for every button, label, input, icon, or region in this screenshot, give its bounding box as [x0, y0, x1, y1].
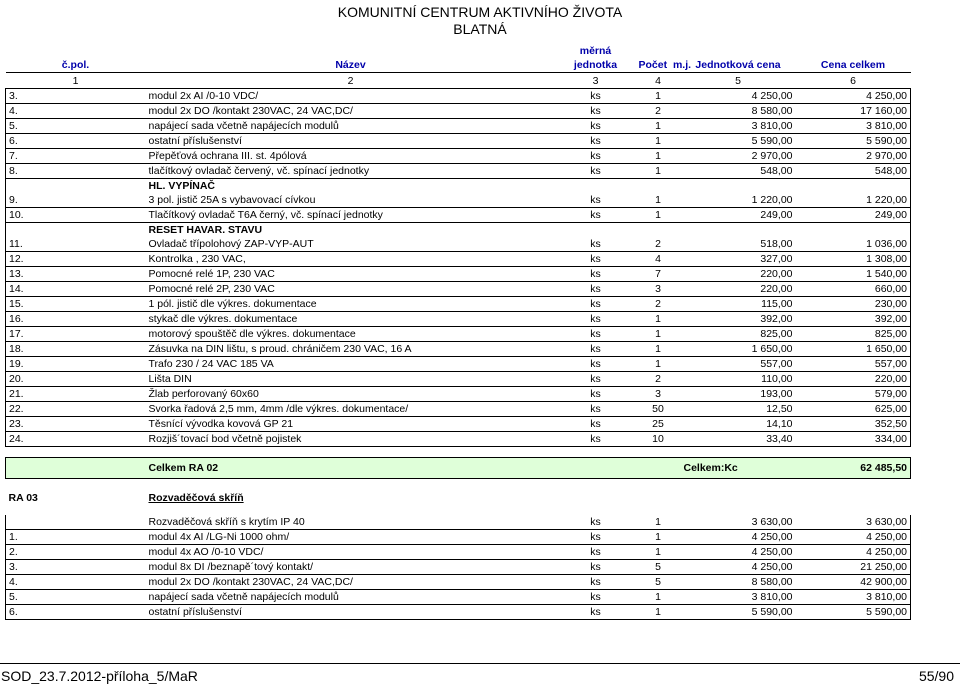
item-number: 5. [6, 590, 146, 605]
item-total-price: 220,00 [796, 372, 911, 387]
item-number: 23. [6, 417, 146, 432]
item-quantity: 1 [636, 164, 681, 179]
subtotal-currency-label: Celkem:Kc [681, 458, 796, 479]
item-unit-price: 4 250,00 [681, 545, 796, 560]
table-row [6, 560, 911, 575]
item-unit-price: 1 220,00 [681, 193, 796, 208]
table-row [6, 417, 911, 432]
item-name: Pomocné relé 2P, 230 VAC [146, 282, 556, 297]
item-quantity: 1 [636, 193, 681, 208]
subtotal-empty [6, 458, 146, 479]
item-name: 3 pol. jistič 25A s vybavovací cívkou [146, 193, 556, 208]
subtotal-value: 62 485,50 [796, 458, 911, 479]
table-row [6, 357, 911, 372]
item-unit: ks [556, 193, 636, 208]
col-cena-celkem: Cena celkem [820, 59, 886, 71]
item-total-price: 230,00 [796, 297, 911, 312]
subtotal-empty [636, 458, 681, 479]
item-name: Přepěťová ochrana III. st. 4pólová [146, 149, 556, 164]
item-quantity: 2 [636, 237, 681, 252]
item-number: 1. [6, 530, 146, 545]
item-unit-price: 5 590,00 [681, 134, 796, 149]
spacer-cell [6, 479, 146, 490]
item-name: stykač dle výkres. dokumentace [146, 312, 556, 327]
item-unit: ks [556, 530, 636, 545]
item-unit-price: 518,00 [681, 237, 796, 252]
item-total-price: 4 250,00 [796, 89, 911, 104]
item-number: 14. [6, 282, 146, 297]
item-quantity: 2 [636, 372, 681, 387]
item-quantity: 5 [636, 575, 681, 590]
spacer-cell [796, 505, 911, 515]
col-unit-line1: měrná [579, 45, 612, 57]
item-total-price: 2 970,00 [796, 149, 911, 164]
col-jedn-cena: Jednotková cena [695, 59, 781, 71]
item-unit-price: 3 630,00 [681, 515, 796, 530]
spacer-cell [636, 505, 681, 515]
item-number: 10. [6, 208, 146, 223]
item-total-price: 42 900,00 [796, 575, 911, 590]
col-unit-line2: jednotka [573, 59, 618, 71]
item-total-price: 249,00 [796, 208, 911, 223]
item-number [6, 515, 146, 530]
item-quantity: 1 [636, 530, 681, 545]
item-quantity: 1 [636, 590, 681, 605]
colnum-2: 2 [146, 73, 556, 89]
item-quantity: 1 [636, 312, 681, 327]
item-unit: ks [556, 252, 636, 267]
subheading-empty [6, 179, 146, 194]
item-number: 4. [6, 104, 146, 119]
item-name: modul 4x AO /0-10 VDC/ [146, 545, 556, 560]
section-empty [681, 489, 796, 505]
item-number: 22. [6, 402, 146, 417]
item-total-price: 660,00 [796, 282, 911, 297]
item-total-price: 3 810,00 [796, 590, 911, 605]
item-number: 2. [6, 545, 146, 560]
item-unit: ks [556, 134, 636, 149]
table-row [6, 342, 911, 357]
item-number: 18. [6, 342, 146, 357]
section-empty [636, 489, 681, 505]
col-pocet: Počet m.j. [638, 59, 692, 71]
table-row [6, 164, 911, 179]
item-name: Žlab perforovaný 60x60 [146, 387, 556, 402]
col-nazev: Název [335, 59, 366, 71]
item-total-price: 352,50 [796, 417, 911, 432]
item-number: 3. [6, 89, 146, 104]
spacer-cell [556, 479, 636, 490]
col-cpol: č.pol. [61, 59, 90, 71]
item-unit-price: 8 580,00 [681, 104, 796, 119]
item-unit: ks [556, 164, 636, 179]
table-row [6, 605, 911, 620]
item-total-price: 17 160,00 [796, 104, 911, 119]
subheading-empty [636, 179, 681, 194]
item-name: tlačítkový ovladač červený, vč. spínací jednotky [146, 164, 556, 179]
spacer-row [6, 447, 911, 458]
item-name: Tlačítkový ovladač T6A černý, vč. spínací jednotky [146, 208, 556, 223]
item-unit-price: 3 810,00 [681, 119, 796, 134]
spacer-cell [796, 479, 911, 490]
table-row [6, 432, 911, 447]
table-row [6, 530, 911, 545]
item-unit: ks [556, 560, 636, 575]
table-row [6, 545, 911, 560]
item-unit-price: 115,00 [681, 297, 796, 312]
table-row [6, 515, 911, 530]
item-number: 3. [6, 560, 146, 575]
item-total-price: 1 650,00 [796, 342, 911, 357]
table-row [6, 89, 911, 104]
spacer-row [6, 479, 911, 490]
item-unit-price: 548,00 [681, 164, 796, 179]
item-name: Kontrolka , 230 VAC, [146, 252, 556, 267]
subheading-empty [556, 179, 636, 194]
item-unit: ks [556, 327, 636, 342]
item-number: 8. [6, 164, 146, 179]
item-total-price: 5 590,00 [796, 134, 911, 149]
item-total-price: 825,00 [796, 327, 911, 342]
item-unit: ks [556, 312, 636, 327]
item-number: 16. [6, 312, 146, 327]
item-unit-price: 249,00 [681, 208, 796, 223]
table-row [6, 312, 911, 327]
item-total-price: 548,00 [796, 164, 911, 179]
item-number: 6. [6, 134, 146, 149]
item-unit: ks [556, 342, 636, 357]
item-name: napájecí sada včetně napájecích modulů [146, 590, 556, 605]
item-unit-price: 1 650,00 [681, 342, 796, 357]
header-row-1 [6, 44, 911, 58]
subheading-empty [6, 223, 146, 238]
item-unit: ks [556, 282, 636, 297]
spacer-cell [636, 447, 681, 458]
table-row [6, 149, 911, 164]
item-total-price: 392,00 [796, 312, 911, 327]
spacer-cell [681, 505, 796, 515]
item-name: Zásuvka na DIN lištu, s proud. chráničem 230 VAC, 16 A [146, 342, 556, 357]
table-row [6, 402, 911, 417]
item-unit-price: 4 250,00 [681, 530, 796, 545]
item-name: modul 2x AI /0-10 VDC/ [146, 89, 556, 104]
item-unit: ks [556, 605, 636, 620]
footer-page-number: 55/90 [918, 668, 954, 684]
item-quantity: 1 [636, 357, 681, 372]
colnum-4: 4 [636, 73, 681, 89]
item-quantity: 2 [636, 297, 681, 312]
item-number: 6. [6, 605, 146, 620]
table-row [6, 237, 911, 252]
item-quantity: 1 [636, 605, 681, 620]
table-row [6, 252, 911, 267]
item-unit-price: 327,00 [681, 252, 796, 267]
item-unit-price: 392,00 [681, 312, 796, 327]
item-quantity: 1 [636, 119, 681, 134]
header-row-2 [6, 58, 911, 73]
subheading-label: RESET HAVAR. STAVU [148, 224, 263, 236]
item-name: modul 4x AI /LG-Ni 1000 ohm/ [146, 530, 556, 545]
subheading-row [6, 223, 911, 238]
item-unit-price: 12,50 [681, 402, 796, 417]
item-unit-price: 557,00 [681, 357, 796, 372]
subheading-empty [681, 179, 796, 194]
item-name: Trafo 230 / 24 VAC 185 VA [146, 357, 556, 372]
item-number: 24. [6, 432, 146, 447]
colnum-3: 3 [556, 73, 636, 89]
item-name: modul 2x DO /kontakt 230VAC, 24 VAC,DC/ [146, 575, 556, 590]
item-quantity: 50 [636, 402, 681, 417]
item-number: 13. [6, 267, 146, 282]
item-quantity: 7 [636, 267, 681, 282]
spacer-cell [146, 479, 556, 490]
spacer-cell [6, 447, 146, 458]
item-number: 7. [6, 149, 146, 164]
subtotal-label: Celkem RA 02 [146, 458, 556, 479]
item-unit: ks [556, 297, 636, 312]
subheading-empty [681, 223, 796, 238]
item-number: 4. [6, 575, 146, 590]
item-name: Rozvaděčová skříň s krytím IP 40 [146, 515, 556, 530]
item-number: 15. [6, 297, 146, 312]
subheading-empty [796, 179, 911, 194]
spacer-cell [556, 505, 636, 515]
footer-divider [0, 663, 960, 664]
item-quantity: 1 [636, 327, 681, 342]
section-title: Rozvaděčová skříň [148, 492, 244, 504]
table-row [6, 267, 911, 282]
subheading-empty [556, 223, 636, 238]
item-name: 1 pól. jistič dle výkres. dokumentace [146, 297, 556, 312]
spacer-cell [146, 447, 556, 458]
table-row [6, 372, 911, 387]
item-total-price: 579,00 [796, 387, 911, 402]
footer-doc-id: SOD_23.7.2012-příloha_5/MaR [1, 668, 198, 684]
item-name: Ovladač třípolohový ZAP-VYP-AUT [146, 237, 556, 252]
column-number-row [6, 73, 911, 89]
item-unit: ks [556, 237, 636, 252]
subheading-label: HL. VYPÍNAČ [148, 180, 216, 192]
section-empty [796, 489, 911, 505]
item-quantity: 1 [636, 545, 681, 560]
item-total-price: 4 250,00 [796, 545, 911, 560]
item-number: 11. [6, 237, 146, 252]
section-header-row [6, 489, 911, 505]
item-name: motorový spouštěč dle výkres. dokumentace [146, 327, 556, 342]
item-number: 21. [6, 387, 146, 402]
item-quantity: 3 [636, 387, 681, 402]
colnum-1: 1 [6, 73, 146, 89]
item-unit-price: 3 810,00 [681, 590, 796, 605]
item-unit: ks [556, 417, 636, 432]
item-quantity: 1 [636, 134, 681, 149]
item-unit-price: 4 250,00 [681, 560, 796, 575]
org-title: KOMUNITNÍ CENTRUM AKTIVNÍHO ŽIVOTA [337, 4, 623, 20]
price-table [5, 44, 911, 620]
item-total-price: 3 630,00 [796, 515, 911, 530]
item-quantity: 25 [636, 417, 681, 432]
item-quantity: 4 [636, 252, 681, 267]
spacer-cell [556, 447, 636, 458]
item-unit: ks [556, 590, 636, 605]
item-quantity: 1 [636, 208, 681, 223]
item-unit-price: 14,10 [681, 417, 796, 432]
item-unit: ks [556, 149, 636, 164]
item-unit-price: 220,00 [681, 267, 796, 282]
item-name: Těsnící vývodka kovová GP 21 [146, 417, 556, 432]
item-unit: ks [556, 387, 636, 402]
item-name: Rozjiš´tovací bod včetně pojistek [146, 432, 556, 447]
item-name: modul 2x DO /kontakt 230VAC, 24 VAC,DC/ [146, 104, 556, 119]
spacer-cell [681, 447, 796, 458]
item-unit: ks [556, 515, 636, 530]
item-unit: ks [556, 432, 636, 447]
item-number: 9. [6, 193, 146, 208]
item-unit: ks [556, 402, 636, 417]
org-subtitle: BLATNÁ [453, 21, 507, 37]
table-row [6, 297, 911, 312]
item-quantity: 1 [636, 149, 681, 164]
item-unit-price: 5 590,00 [681, 605, 796, 620]
item-quantity: 3 [636, 282, 681, 297]
item-unit-price: 33,40 [681, 432, 796, 447]
colnum-5: 5 [681, 73, 796, 89]
item-quantity: 10 [636, 432, 681, 447]
item-number: 19. [6, 357, 146, 372]
item-total-price: 1 036,00 [796, 237, 911, 252]
colnum-6: 6 [796, 73, 911, 89]
item-total-price: 557,00 [796, 357, 911, 372]
spacer-cell [636, 479, 681, 490]
item-total-price: 5 590,00 [796, 605, 911, 620]
item-unit-price: 110,00 [681, 372, 796, 387]
item-unit-price: 8 580,00 [681, 575, 796, 590]
subtotal-row [6, 458, 911, 479]
item-name: Lišta DIN [146, 372, 556, 387]
item-total-price: 625,00 [796, 402, 911, 417]
item-total-price: 21 250,00 [796, 560, 911, 575]
item-quantity: 5 [636, 560, 681, 575]
item-name: napájecí sada včetně napájecích modulů [146, 119, 556, 134]
item-unit-price: 193,00 [681, 387, 796, 402]
item-number: 20. [6, 372, 146, 387]
item-number: 17. [6, 327, 146, 342]
item-unit: ks [556, 575, 636, 590]
item-total-price: 1 220,00 [796, 193, 911, 208]
section-empty [556, 489, 636, 505]
item-quantity: 1 [636, 342, 681, 357]
subheading-row [6, 179, 911, 194]
item-name: Svorka řadová 2,5 mm, 4mm /dle výkres. dokumentace/ [146, 402, 556, 417]
item-unit: ks [556, 545, 636, 560]
spacer-cell [6, 505, 146, 515]
table-row [6, 104, 911, 119]
item-total-price: 334,00 [796, 432, 911, 447]
item-total-price: 1 308,00 [796, 252, 911, 267]
item-quantity: 1 [636, 515, 681, 530]
item-name: Pomocné relé 1P, 230 VAC [146, 267, 556, 282]
table-row [6, 134, 911, 149]
item-number: 5. [6, 119, 146, 134]
item-unit: ks [556, 208, 636, 223]
table-row [6, 193, 911, 208]
subheading-empty [796, 223, 911, 238]
item-name: ostatní příslušenství [146, 605, 556, 620]
subheading-empty [636, 223, 681, 238]
item-unit-price: 4 250,00 [681, 89, 796, 104]
spacer-cell [146, 505, 556, 515]
item-unit: ks [556, 119, 636, 134]
item-unit-price: 825,00 [681, 327, 796, 342]
item-total-price: 3 810,00 [796, 119, 911, 134]
item-unit: ks [556, 89, 636, 104]
item-total-price: 1 540,00 [796, 267, 911, 282]
table-row [6, 575, 911, 590]
item-name: ostatní příslušenství [146, 134, 556, 149]
item-unit: ks [556, 372, 636, 387]
spacer-cell [681, 479, 796, 490]
spacer-row [6, 505, 911, 515]
item-unit-price: 220,00 [681, 282, 796, 297]
item-number: 12. [6, 252, 146, 267]
item-quantity: 1 [636, 89, 681, 104]
table-row [6, 327, 911, 342]
item-unit-price: 2 970,00 [681, 149, 796, 164]
item-unit: ks [556, 267, 636, 282]
spacer-cell [796, 447, 911, 458]
section-code: RA 03 [8, 492, 38, 504]
table-row [6, 119, 911, 134]
table-row [6, 387, 911, 402]
table-row [6, 590, 911, 605]
table-row [6, 208, 911, 223]
item-name: modul 8x DI /beznapě´tový kontakt/ [146, 560, 556, 575]
item-unit: ks [556, 104, 636, 119]
subtotal-empty [556, 458, 636, 479]
item-total-price: 4 250,00 [796, 530, 911, 545]
item-unit: ks [556, 357, 636, 372]
table-row [6, 282, 911, 297]
item-quantity: 2 [636, 104, 681, 119]
